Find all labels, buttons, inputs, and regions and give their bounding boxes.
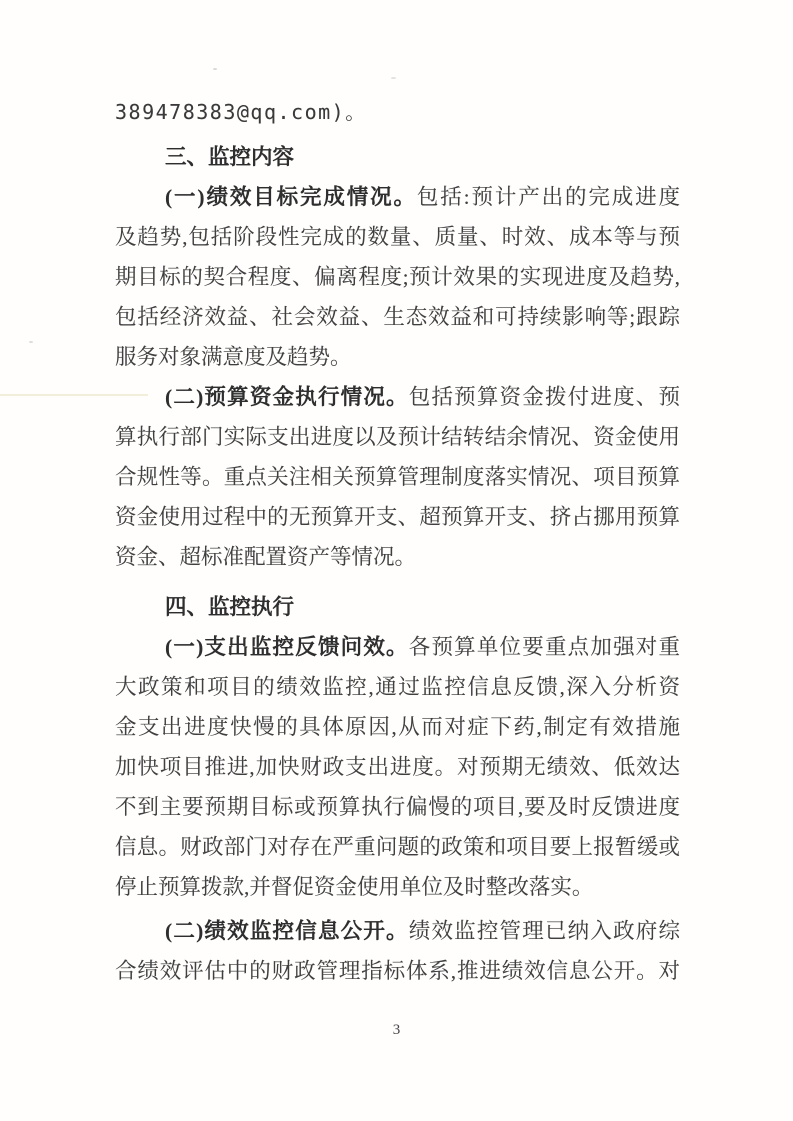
body-run: 包括预算资金拨付进度、预 <box>408 385 680 409</box>
text-line <box>115 911 680 951</box>
text-line <box>115 667 680 707</box>
body-run: 绩效监控管理已纳入政府综 <box>408 919 680 943</box>
text-line <box>115 747 680 787</box>
section-heading-label: 四、监控执行 <box>165 595 295 619</box>
text-line <box>115 217 680 257</box>
subheading-run: (一)绩效目标完成情况。 <box>165 185 417 209</box>
body-run: 包括:预计产出的完成进度 <box>416 185 680 209</box>
body-run: 信息。财政部门对存在严重问题的政策和项目要上报暂缓或 <box>115 835 680 859</box>
text-line <box>115 417 680 457</box>
text-line <box>115 297 680 337</box>
text-line <box>115 497 680 537</box>
text-line <box>115 627 680 667</box>
body-run: 不到主要预期目标或预算执行偏慢的项目,要及时反馈进度 <box>115 795 680 819</box>
section-heading-label: 三、监控内容 <box>165 145 295 169</box>
document-body <box>115 92 680 991</box>
text-line <box>115 707 680 747</box>
body-run: 算执行部门实际支出进度以及预计结转结余情况、资金使用 <box>115 425 680 449</box>
text-line <box>115 787 680 827</box>
text-line <box>115 457 680 497</box>
text-line <box>115 867 680 907</box>
body-run: 停止预算拨款,并督促资金使用单位及时整改落实。 <box>115 875 594 899</box>
body-run: 服务对象满意度及趋势。 <box>115 345 352 369</box>
scan-speck <box>391 77 396 79</box>
body-run: 加快项目推进,加快财政支出进度。对预期无绩效、低效达 <box>115 755 680 779</box>
section-heading-4 <box>115 587 680 627</box>
body-run: 包括经济效益、社会效益、生态效益和可持续影响等;跟踪 <box>115 305 680 329</box>
email-text: 389478383@qq.com)。 <box>115 100 367 124</box>
scan-speck <box>29 341 33 343</box>
section-heading-3 <box>115 137 680 177</box>
subheading-run: (一)支出监控反馈问效。 <box>165 635 409 659</box>
text-line <box>115 177 680 217</box>
body-run: 资金使用过程中的无预算开支、超预算开支、挤占挪用预算 <box>115 505 680 529</box>
text-line <box>115 337 680 377</box>
body-run: 大政策和项目的绩效监控,通过监控信息反馈,深入分析资 <box>115 675 680 699</box>
subheading-run: (二)绩效监控信息公开。 <box>165 919 409 943</box>
body-run: 合绩效评估中的财政管理指标体系,推进绩效信息公开。对 <box>115 959 680 983</box>
body-run: 资金、超标准配置资产等情况。 <box>115 545 417 569</box>
body-run: 各预算单位要重点加强对重 <box>408 635 680 659</box>
text-line <box>115 257 680 297</box>
page-number: 3 <box>392 1022 401 1038</box>
body-run: 金支出进度快慢的具体原因,从而对症下药,制定有效措施 <box>115 715 680 739</box>
text-line <box>115 827 680 867</box>
body-run: 期目标的契合程度、偏离程度;预计效果的实现进度及趋势, <box>115 265 680 289</box>
subheading-run: (二)预算资金执行情况。 <box>165 385 409 409</box>
body-run: 合规性等。重点关注相关预算管理制度落实情况、项目预算 <box>115 465 680 489</box>
text-line-email <box>115 92 680 132</box>
text-line <box>115 377 680 417</box>
scan-speck <box>213 68 217 70</box>
text-line <box>115 537 680 577</box>
body-run: 及趋势,包括阶段性完成的数量、质量、时效、成本等与预 <box>115 225 680 249</box>
text-line <box>115 951 680 991</box>
